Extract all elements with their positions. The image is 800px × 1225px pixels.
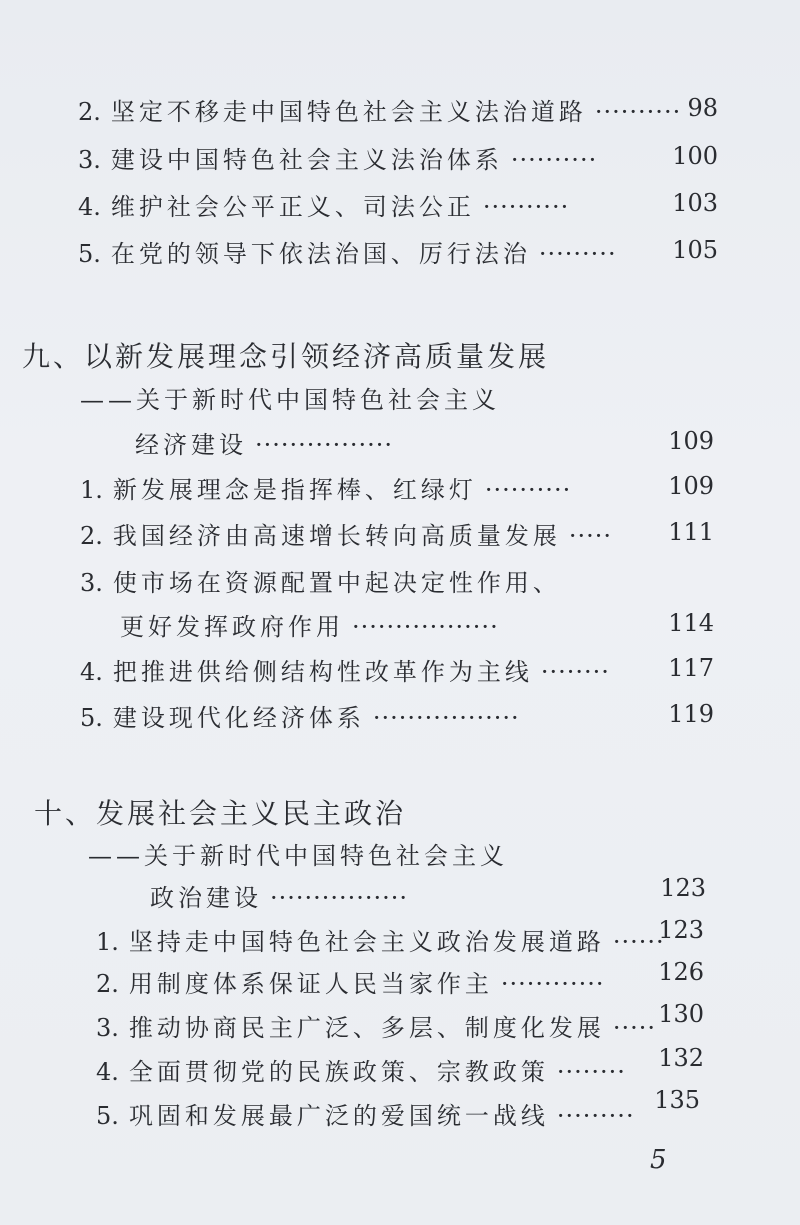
entry-title: 把推进供给侧结构性改革作为主线 [112, 658, 533, 686]
entry-number: 3. [80, 569, 103, 597]
leader-dots: ·········· [484, 476, 572, 504]
leader-dots: ····· [568, 522, 613, 550]
chapter-subtitle: ——关于新时代中国特色社会主义 [88, 842, 508, 870]
toc-entry [78, 234, 617, 269]
entry-title: 用制度体系保证人民当家作主 [128, 970, 493, 998]
subtitle-text: 经济建设 [135, 431, 247, 459]
entry-number: 2. [78, 98, 101, 126]
entry-title: 全面贯彻党的民族政策、宗教政策 [128, 1058, 549, 1086]
toc-entry [96, 964, 604, 999]
leader-dots: ················· [352, 613, 499, 641]
chapter-subtitle-cont [150, 878, 408, 913]
page-number: 5 [650, 1145, 667, 1175]
toc-entry [96, 1096, 635, 1131]
entry-number: 4. [80, 658, 103, 686]
entry-page: 117 [668, 654, 714, 682]
entry-number: 3. [96, 1014, 119, 1042]
leader-dots: ················ [270, 884, 409, 912]
entry-page: 126 [658, 958, 704, 986]
toc-entry [80, 652, 610, 687]
toc-entry-cont [120, 607, 499, 642]
entry-title: 我国经济由高速增长转向高质量发展 [112, 522, 561, 550]
entry-title: 坚持走中国特色社会主义政治发展道路 [128, 928, 605, 956]
leader-dots: ············ [500, 970, 605, 998]
entry-number: 5. [80, 704, 103, 732]
entry-number: 4. [78, 193, 101, 221]
entry-title: 更好发挥政府作用 [120, 613, 344, 641]
toc-entry [78, 92, 681, 127]
entry-title: 使市场在资源配置中起决定性作用、 [112, 569, 561, 597]
entry-title: 在党的领导下依法治国、厉行法治 [110, 240, 531, 268]
entry-number: 3. [78, 146, 101, 174]
entry-page: 119 [668, 700, 714, 728]
entry-page: 123 [660, 874, 706, 902]
leader-dots: ····· [612, 1014, 657, 1042]
entry-page: 109 [668, 427, 714, 455]
toc-entry [80, 698, 520, 733]
leader-dots: ················ [255, 431, 394, 459]
entry-page: 123 [658, 916, 704, 944]
entry-number: 5. [78, 240, 101, 268]
toc-entry [96, 1008, 656, 1043]
leader-dots: ········· [556, 1102, 635, 1130]
entry-page: 109 [668, 472, 714, 500]
entry-title: 坚定不移走中国特色社会主义法治道路 [110, 98, 587, 126]
entry-number: 5. [96, 1102, 119, 1130]
leader-dots: ·········· [482, 193, 570, 221]
chapter-subtitle: ——关于新时代中国特色社会主义 [80, 386, 500, 414]
entry-page: 111 [668, 518, 714, 546]
entry-page: 105 [672, 236, 718, 264]
entry-number: 1. [80, 476, 103, 504]
leader-dots: ················· [372, 704, 520, 732]
toc-entry [96, 1052, 626, 1087]
chapter-title: 九、以新发展理念引领经济高质量发展 [22, 340, 550, 373]
toc-entry [78, 187, 569, 222]
entry-page: 130 [658, 1000, 704, 1028]
leader-dots: ·········· [594, 98, 682, 126]
entry-title: 建设现代化经济体系 [112, 704, 365, 732]
entry-page: 100 [672, 142, 718, 170]
entry-title: 建设中国特色社会主义法治体系 [110, 146, 503, 174]
entry-title: 维护社会公平正义、司法公正 [110, 193, 475, 221]
subtitle-text: 政治建设 [150, 884, 262, 912]
entry-number: 2. [96, 970, 119, 998]
toc-entry [80, 470, 571, 505]
chapter-title: 十、发展社会主义民主政治 [34, 797, 407, 830]
entry-number: 1. [96, 928, 119, 956]
entry-title: 巩固和发展最广泛的爱国统一战线 [128, 1102, 549, 1130]
entry-page: 98 [687, 94, 718, 122]
leader-dots: ······ [612, 928, 665, 956]
entry-page: 132 [658, 1044, 704, 1072]
toc-entry [96, 922, 665, 957]
entry-number: 2. [80, 522, 103, 550]
entry-number: 4. [96, 1058, 119, 1086]
chapter-subtitle-cont [135, 425, 393, 460]
toc-entry [78, 140, 597, 175]
entry-page: 135 [654, 1086, 700, 1114]
leader-dots: ········ [556, 1058, 626, 1086]
toc-entry [80, 516, 612, 551]
leader-dots: ········· [538, 240, 617, 268]
leader-dots: ·········· [510, 146, 598, 174]
entry-page: 114 [668, 609, 714, 637]
toc-entry [80, 563, 561, 598]
entry-title: 推动协商民主广泛、多层、制度化发展 [128, 1014, 605, 1042]
entry-title: 新发展理念是指挥棒、红绿灯 [112, 476, 477, 504]
entry-page: 103 [672, 189, 718, 217]
leader-dots: ········ [540, 658, 610, 686]
